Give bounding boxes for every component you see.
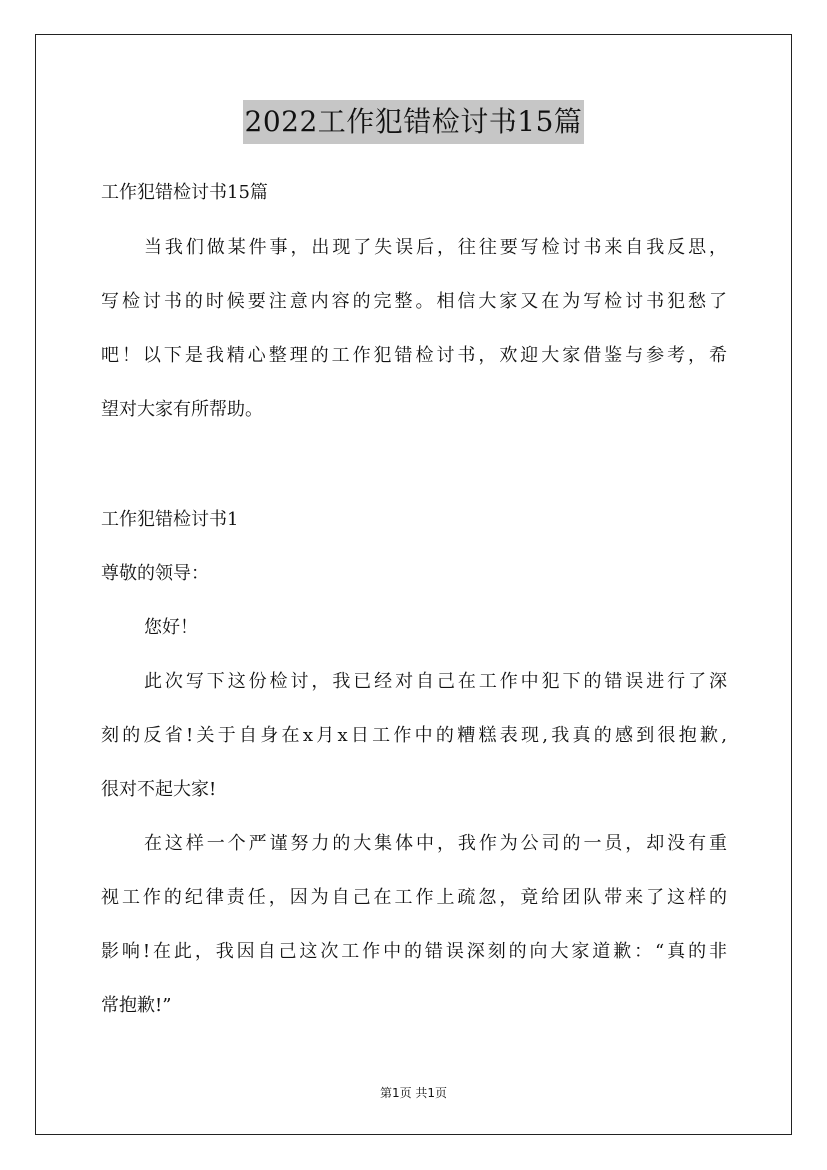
intro-line-1: 当我们做某件事，出现了失误后，往往要写检讨书来自我反思， <box>144 237 727 258</box>
intro-line-2: 写检讨书的时候要注意内容的完整。相信大家又在为写检讨书犯愁了 <box>101 291 727 312</box>
paragraph2-line-1: 在这样一个严谨努力的大集体中，我作为公司的一员，却没有重 <box>144 833 727 854</box>
intro-line-4: 望对大家有所帮助。 <box>101 399 263 420</box>
greeting: 您好！ <box>144 617 198 638</box>
paragraph1-line-2: 刻的反省!关于自身在x月x日工作中的糟糕表现,我真的感到很抱歉, <box>101 725 727 746</box>
paragraph1-line-1: 此次写下这份检讨，我已经对自己在工作中犯下的错误进行了深 <box>144 671 727 692</box>
intro-line-3: 吧！以下是我精心整理的工作犯错检讨书，欢迎大家借鉴与参考，希 <box>101 345 727 366</box>
document-subtitle: 工作犯错检讨书15篇 <box>101 182 268 203</box>
paragraph2-line-4: 常抱歉!” <box>101 995 172 1016</box>
section-heading: 工作犯错检讨书1 <box>101 509 239 530</box>
page-footer: 第1页 共1页 <box>379 1086 448 1100</box>
paragraph2-line-3: 影响!在此，我因自己这次工作中的错误深刻的向大家道歉：“真的非 <box>101 941 727 962</box>
paragraph1-line-3: 很对不起大家! <box>101 779 217 800</box>
paragraph2-line-2: 视工作的纪律责任，因为自己在工作上疏忽，竟给团队带来了这样的 <box>101 887 727 908</box>
document-title: 2022工作犯错检讨书15篇 <box>243 100 585 144</box>
title-container <box>0 100 827 144</box>
salutation: 尊敬的领导： <box>101 563 209 584</box>
